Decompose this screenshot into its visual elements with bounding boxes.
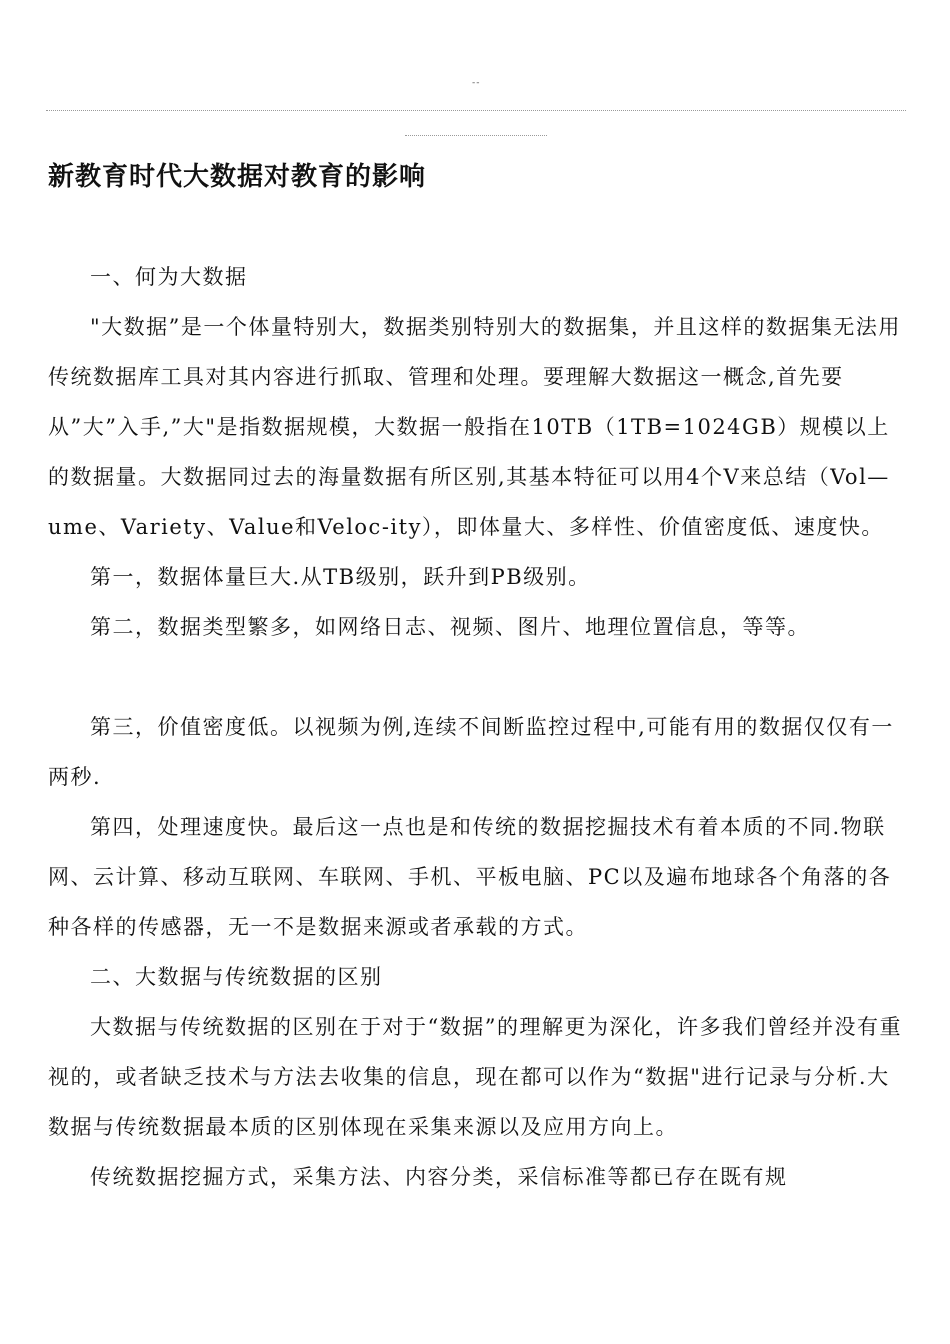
document-body — [48, 252, 908, 1202]
paragraph-intro: "大数据”是一个体量特别大，数据类别特别大的数据集，并且这样的数据集无法用传统数据库工具对其内容进行抓取、管理和处理。要理解大数据这一概念,首先要从”大”入手,”大"是指数据规模，大数据一般指在10TB（1TB=1024GB）规模以上的数据量。大数据同过去的海量数据有所区别,其基本特征可以用4个V来总结（Vol—ume、Variety、Value和Veloc-ity），即体量大、多样性、价值密度低、速度快。 — [48, 315, 901, 539]
paragraph-difference-2: 传统数据挖掘方式，采集方法、内容分类，采信标准等都已存在既有规 — [90, 1165, 788, 1189]
paragraph-point-2: 第二，数据类型繁多，如网络日志、视频、图片、地理位置信息，等等。 — [90, 615, 810, 639]
section-heading-difference: 二、大数据与传统数据的区别 — [90, 965, 383, 989]
paragraph-point-1: 第一，数据体量巨大.从TB级别，跃升到PB级别。 — [90, 565, 591, 589]
section-heading-what-is-big-data: 一、何为大数据 — [90, 265, 248, 289]
paragraph-point-4: 第四，处理速度快。最后这一点也是和传统的数据挖掘技术有着本质的不同.物联网、云计算、移动互联网、车联网、手机、平板电脑、PC以及遍布地球各个角落的各种各样的传感器，无一不是数据来源或者承载的方式。 — [48, 815, 892, 939]
paragraph-difference-1: 大数据与传统数据的区别在于对于“数据”的理解更为深化，许多我们曾经并没有重视的，或者缺乏技术与方法去收集的信息，现在都可以作为“数据"进行记录与分析.大数据与传统数据最本质的区别体现在采集来源以及应用方向上。 — [48, 1015, 902, 1139]
paragraph-spacer — [48, 652, 908, 702]
paragraph-point-3: 第三，价值密度低。以视频为例,连续不间断监控过程中,可能有用的数据仅仅有一两秒. — [48, 715, 894, 789]
header-mark: -- — [472, 78, 481, 88]
header-rule-short — [405, 135, 547, 136]
document-title: 新教育时代大数据对教育的影响 — [48, 162, 427, 192]
header-rule — [46, 110, 906, 111]
